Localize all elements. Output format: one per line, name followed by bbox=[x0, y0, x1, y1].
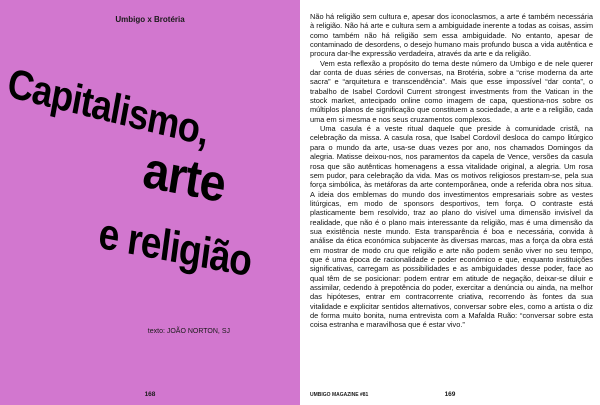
magazine-footer: UMBIGO MAGAZINE #81 bbox=[310, 392, 369, 398]
title-line-1: Capitalismo, bbox=[4, 59, 213, 155]
page-number-left: 168 bbox=[144, 391, 156, 398]
page-number-right: 169 bbox=[444, 391, 456, 398]
paragraph-2: Vem esta reflexão a propósito do tema deste número da Umbigo e de nele querer dar conta de duas séries de conversas, na Brotéria, sobre a “crise moderna da arte sacra” e “arquitetura e transcendência”. Mais que esse impossível “dar conta”, o trabalho de Isabel Cordovil Current strongest investments from the Vatican in the stock market, antecipado online como imagem de capa, questiona-nos sobre os múltiplos planos de significação que constituem a sociedade, a arte e a religião, cada uma em si mesma e nos seus cruzamentos complexos. bbox=[310, 58, 593, 124]
article-body bbox=[310, 12, 593, 330]
paragraph-3: Uma casula é a veste ritual daquele que preside à comunidade cristã, na celebração da missa. A casula rosa, que Isabel Cordovil desloca do campo litúrgico para o mundo da arte, usa-se duas vezes por ano, nos chamados Domingos da alegria. Matisse deixou-nos, nos paramentos da capela de Vence, versões da casula rosa que são autênticas homenagens a essa vitalidade original, a alegria. Um rosa sem pudor, para celebração da vida. Mas os motivos religiosos prestam-se, pela sua força simbólica, às metáforas da arte contemporânea, onde a referida obra nos situa. A ideia dos emblemas do mundo dos investimentos empresariais sobre as vestes litúrgicas, em modo de sponsors desportivos, tem força. O contraste está plasticamente bem resolvido, traz ao plano do visível uma dimensão invisível da realidade, que não é o plano mais interessante da religião, mas é uma dimensão da sua existência neste mundo. Esta transparência é boa e necessária, convida à análise da ética económica subjacente às diversas marcas, mas a força da obra está em mostrar de modo cru que religião e arte não podem senão viver no seu tempo, que é uma época de racionalidade e poder económico e que, enquanto instituições significativas, carregam as possibilidades e as ambiguidades desse poder, face ao qual têm de se posicionar: podem entrar em atitude de negação, deixar-se diluir e assimilar, cedendo à prepotência do poder, exercitar a denúncia ou ainda, na melhor das hipóteses, entrar em contracorrente criativa, recorrendo às fontes da sua vitalidade e explicitar sentidos alternativos, conversar sobre eles, como a artista o diz de forma muito bonita, numa entrevista com a Mafalda Ruão: “conversar sobre esta coisa estranha e maravilhosa que é estar vivo.” bbox=[310, 124, 593, 330]
section-kicker: Umbigo x Brotéria bbox=[115, 15, 185, 24]
paragraph-1: Não há religião sem cultura e, apesar dos iconoclasmos, a arte é também necessária à religião. Não há arte e cultura sem a ambiguidade inerente a todas as coisas, assim como também não há religião sem essa ambiguidade. No entanto, apesar de contaminado de desordens, o desejo humano mais profundo busca a vida autêntica e procura dar-lhe expressão verdadeira, através da arte e da religião. bbox=[310, 12, 593, 59]
right-page bbox=[300, 0, 600, 405]
author-byline: texto: JOÃO NORTON, SJ bbox=[147, 328, 230, 335]
title-line-2: arte bbox=[139, 141, 230, 215]
title-line-3: e religião bbox=[95, 209, 255, 287]
